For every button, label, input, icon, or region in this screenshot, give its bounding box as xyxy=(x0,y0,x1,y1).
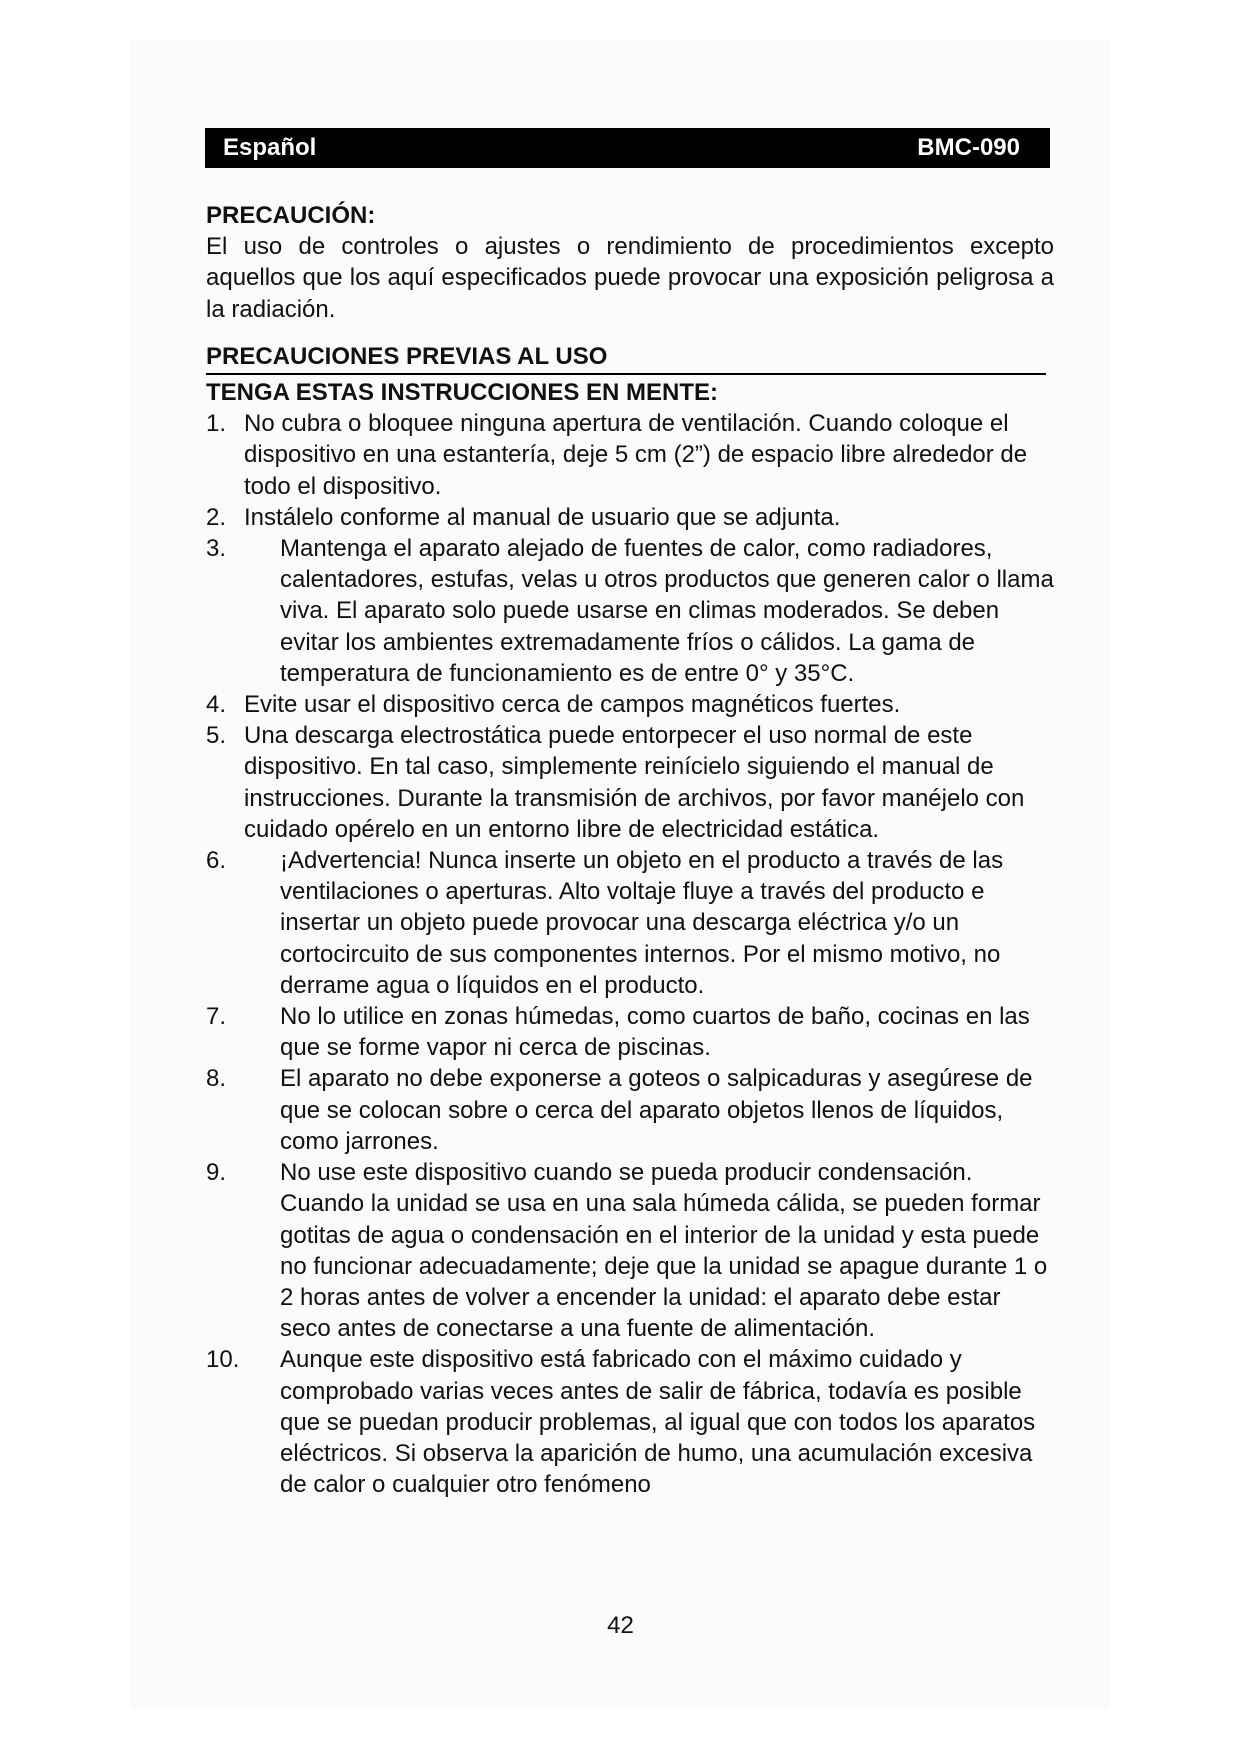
item-text: Instálelo conforme al manual de usuario que se adjunta. xyxy=(244,503,841,531)
item-text: Una descarga electrostática puede entorpecer el uso normal de este dispositivo. En tal caso, simplemente reinícielo siguiendo el manual de instrucciones. Durante la transmisión de archivos, por favor manéjelo con cuidado opérelo en un entorno libre de electricidad estática. xyxy=(244,722,1025,843)
page-number: 42 xyxy=(607,1612,634,1639)
caution-body: El uso de controles o ajustes o rendimiento de procedimientos excepto aquellos que los aquí especificados puede provocar una exposición peligrosa a la radiación. xyxy=(206,233,1054,323)
item-text: No use este dispositivo cuando se pueda producir condensación. Cuando la unidad se usa en una sala húmeda cálida, se pueden formar gotitas de agua o condensación en el interior de la unidad y esta puede no funcionar adecuadamente; deje que la unidad se apague durante 1 o 2 horas antes de volver a encender la unidad: el aparato debe estar seco antes de conectarse a una fuente de alimentación. xyxy=(280,1159,1048,1343)
item-text: No cubra o bloquee ninguna apertura de ventilación. Cuando coloque el dispositivo en una estantería, deje 5 cm (2”) de espacio libre alrededor de todo el dispositivo. xyxy=(244,410,1028,500)
page-content xyxy=(206,200,1054,1500)
item-text: Aunque este dispositivo está fabricado con el máximo cuidado y comprobado varias veces antes de salir de fábrica, todavía es posible que se puedan producir problemas, al igual que con todos los aparatos eléctricos. Si observa la aparición de humo, una acumulación excesiva de calor o cualquier otro fenómeno xyxy=(280,1346,1036,1499)
caution-title: PRECAUCIÓN: xyxy=(206,202,376,229)
item-number: 4. xyxy=(206,691,227,719)
item-number: 1. xyxy=(206,410,227,438)
header-language: Español xyxy=(223,134,317,161)
list-item xyxy=(206,408,1054,502)
list-item xyxy=(206,1157,1054,1344)
instructions-list xyxy=(206,408,1054,1500)
list-item xyxy=(206,502,1054,533)
item-text: No lo utilice en zonas húmedas, como cuartos de baño, cocinas en las que se forme vapor ni cerca de piscinas. xyxy=(280,1003,1030,1062)
list-item xyxy=(206,1001,1054,1063)
item-text: Mantenga el aparato alejado de fuentes de calor, como radiadores, calentadores, estufas, velas u otros productos que generen calor o llama viva. El aparato solo puede usarse en climas moderados. Se deben evitar los ambientes extremadamente fríos o cálidos. La gama de temperatura de funcionamiento es de entre 0° y 35°C. xyxy=(280,535,1054,687)
list-item xyxy=(206,720,1054,845)
item-number: 10. xyxy=(206,1346,240,1374)
item-text: ¡Advertencia! Nunca inserte un objeto en el producto a través de las ventilaciones o aperturas. Alto voltaje fluye a través del producto e insertar un objeto puede provocar una descarga eléctrica y/o un cortocircuito de sus componentes internos. Por el mismo motivo, no derrame agua o líquidos en el producto. xyxy=(280,847,1004,999)
list-item xyxy=(206,845,1054,1001)
item-number: 5. xyxy=(206,722,227,750)
list-item xyxy=(206,689,1054,720)
item-number: 6. xyxy=(206,847,227,875)
list-item xyxy=(206,1344,1054,1500)
item-number: 9. xyxy=(206,1159,227,1187)
item-text: El aparato no debe exponerse a goteos o salpicaduras y asegúrese de que se colocan sobre o cerca del aparato objetos llenos de líquidos, como jarrones. xyxy=(280,1065,1033,1155)
item-text: Evite usar el dispositivo cerca de campos magnéticos fuertes. xyxy=(244,691,901,719)
item-number: 2. xyxy=(206,503,227,531)
item-number: 8. xyxy=(206,1065,227,1093)
list-item xyxy=(206,533,1054,689)
section-subtitle: TENGA ESTAS INSTRUCCIONES EN MENTE: xyxy=(206,379,719,407)
list-item xyxy=(206,1063,1054,1157)
item-number: 7. xyxy=(206,1003,227,1031)
header-model: BMC-090 xyxy=(917,134,1020,161)
header-bar xyxy=(205,128,1050,168)
section-title: PRECAUCIONES PREVIAS AL USO xyxy=(206,341,1046,375)
item-number: 3. xyxy=(206,535,227,563)
